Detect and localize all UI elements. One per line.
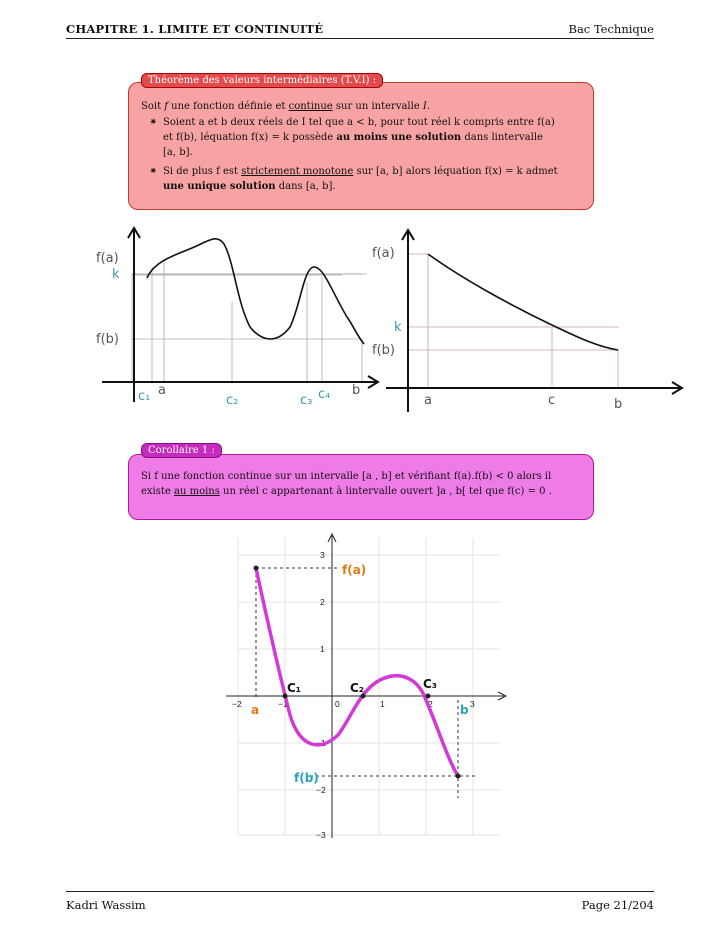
ytick: −3 <box>316 830 326 840</box>
corollary-box <box>128 445 594 520</box>
label-fa: f(a) <box>372 246 395 261</box>
label-b: b <box>614 397 623 412</box>
bullet1-bold: au moins une solution <box>336 132 462 143</box>
label-c1: c₁ <box>138 389 151 404</box>
intro-text: une fonction définie et <box>167 101 289 112</box>
xtick: 2 <box>428 699 433 709</box>
ytick: 3 <box>320 550 325 560</box>
curve-f <box>256 568 458 776</box>
theorem-bullet-1 <box>141 115 581 160</box>
label-c2: c₂ <box>226 393 239 408</box>
theorem-box <box>128 75 594 210</box>
label-fa: f(a) <box>96 251 119 266</box>
theorem-title: Théorème des valeurs intermédiaires (T.V.I) : <box>141 73 383 88</box>
label-c3: c₃ <box>300 393 313 408</box>
intro-f: f <box>164 101 168 112</box>
page-number: Page 21/204 <box>581 898 654 912</box>
label-fb: f(b) <box>294 771 319 785</box>
label-c3: C₃ <box>423 677 438 691</box>
curve-decreasing <box>428 254 618 350</box>
label-c: c <box>548 393 556 408</box>
label-c2: C₂ <box>350 681 365 695</box>
bullet2-line1 <box>163 164 581 179</box>
bullet2-text: dans [a, b]. <box>275 181 336 192</box>
theorem-bullet-2 <box>141 164 581 194</box>
section-label: Bac Technique <box>568 22 654 36</box>
label-fa: f(a) <box>342 563 367 577</box>
figure-tvi-unique-solution <box>364 222 692 418</box>
label-b: b <box>352 383 361 398</box>
corollary-title: Corollaire 1 : <box>141 443 222 458</box>
bullet2-bold: une unique solution <box>163 181 276 192</box>
xtick: −1 <box>278 699 288 709</box>
label-a: a <box>158 383 166 398</box>
label-fb: f(b) <box>96 332 119 347</box>
xtick: 0 <box>335 699 340 709</box>
theorem-body <box>141 99 581 194</box>
ytick: −2 <box>316 785 326 795</box>
star-bullet-icon: ⁕ <box>149 117 158 128</box>
chapter-title: CHAPITRE 1. LIMITE ET CONTINUITÉ <box>66 22 324 36</box>
corollary-underlined: au moins <box>174 486 220 497</box>
label-k: k <box>112 267 120 282</box>
bullet2-line2 <box>163 179 581 194</box>
star-bullet-icon: ⁕ <box>149 166 158 177</box>
author-name: Kadri Wassim <box>66 898 146 912</box>
bullet1-text: dans lintervalle <box>461 132 543 143</box>
corollary-line1: Si f une fonction continue sur un intervalle [a , b] et vérifiant f(a).f(b) < 0 alors il <box>141 471 552 482</box>
corollary-body <box>141 469 581 499</box>
label-a: a <box>424 393 432 408</box>
label-c4: c₄ <box>318 387 331 402</box>
bullet2-text: Si de plus f est <box>163 166 242 177</box>
figure-tvi-multiple-solutions <box>92 222 382 412</box>
label-fb: f(b) <box>372 343 395 358</box>
corollary-line2 <box>141 484 581 499</box>
bullet2-text: sur [a, b] alors léquation f(x) = k admet <box>353 166 558 177</box>
ytick: −1 <box>316 738 326 748</box>
corollary-text: existe <box>141 486 175 497</box>
label-b: b <box>460 703 469 717</box>
xtick: 3 <box>470 699 475 709</box>
point-fb <box>456 774 461 779</box>
xtick: −2 <box>232 699 242 709</box>
theorem-intro <box>141 99 581 114</box>
intro-text: sur un intervalle <box>332 101 423 112</box>
ytick: 2 <box>320 597 325 607</box>
point-fa <box>254 566 259 571</box>
bullet1-line2 <box>163 130 581 145</box>
intro-text: Soit <box>141 101 165 112</box>
intro-I: I <box>422 101 427 112</box>
label-k: k <box>394 320 402 335</box>
page-footer <box>66 891 654 912</box>
ytick: 1 <box>320 644 325 654</box>
bullet1-line1: Soient a et b deux réels de I tel que a < b, pour tout réel k compris entre f(a) <box>163 117 555 128</box>
intro-continue: continue <box>288 101 333 112</box>
page-header <box>66 20 654 39</box>
intro-text: . <box>426 101 431 112</box>
label-c1: C₁ <box>287 681 302 695</box>
figure-corollary-graph <box>220 530 510 842</box>
xtick: 1 <box>380 699 385 709</box>
bullet1-line3: [a, b]. <box>163 147 193 158</box>
corollary-text: un réel c appartenant à lintervalle ouvert ]a , b[ tel que f(c) = 0 . <box>219 486 552 497</box>
bullet1-text: et f(b), léquation f(x) = k possède <box>163 132 337 143</box>
curve-nonmonotone <box>147 239 364 344</box>
bullet2-underlined: strictement monotone <box>241 166 354 177</box>
point-c3 <box>426 694 431 699</box>
label-a: a <box>251 703 260 717</box>
